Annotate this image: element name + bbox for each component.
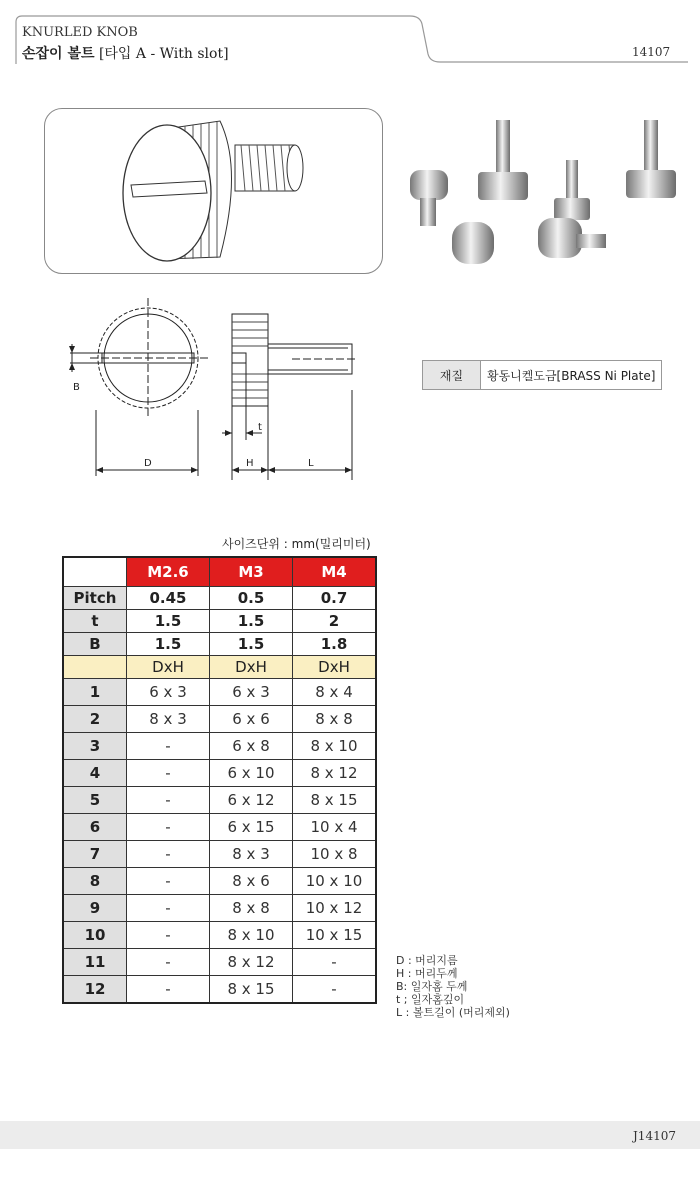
size-row-number: 10 [63,922,127,949]
spec-value: 1.5 [210,633,293,656]
size-cell: 10 x 8 [293,841,377,868]
material-table [422,360,662,390]
dxh-label: DxH [210,656,293,679]
spec-row-pitch [63,587,376,610]
size-cell: 8 x 10 [293,733,377,760]
size-row [63,976,376,1004]
spec-label: t [63,610,127,633]
dxh-row [63,656,376,679]
spec-label: Pitch [63,587,127,610]
legend-item: L : 볼트길이 (머리제외) [396,1006,510,1019]
size-cell: - [127,976,210,1004]
size-cell: - [293,949,377,976]
size-row-number: 11 [63,949,127,976]
product-title-en: KNURLED KNOB [22,25,138,40]
product-drawing-panel [44,108,383,274]
size-row [63,733,376,760]
size-row [63,868,376,895]
dim-label-h: H [246,458,254,469]
size-cell: 8 x 8 [210,895,293,922]
size-cell: 8 x 8 [293,706,377,733]
size-row-number: 8 [63,868,127,895]
size-cell: - [127,949,210,976]
size-row [63,679,376,706]
size-cell: - [127,922,210,949]
spec-value: 1.5 [210,610,293,633]
spec-label: B [63,633,127,656]
product-title-ko [22,43,229,63]
header-m3: M3 [210,557,293,587]
size-cell: - [127,733,210,760]
size-row-number: 1 [63,679,127,706]
dxh-label: DxH [293,656,377,679]
dxh-corner-cell [63,656,127,679]
size-cell: 8 x 4 [293,679,377,706]
size-row [63,841,376,868]
header-m26: M2.6 [127,557,210,587]
size-cell: - [127,841,210,868]
size-cell: - [127,868,210,895]
spec-value: 1.5 [127,633,210,656]
size-row-number: 5 [63,787,127,814]
dim-label-d: D [144,458,152,469]
size-cell: 10 x 15 [293,922,377,949]
product-photo [400,110,690,280]
product-title-ko-type: [타입 A - With slot] [94,46,229,62]
size-table [62,556,377,1004]
dim-label-b: B [73,382,80,393]
size-table-header-row [63,557,376,587]
part-number: 14107 [632,45,671,59]
material-label: 재질 [423,361,481,390]
size-cell: 6 x 3 [210,679,293,706]
size-cell: 8 x 10 [210,922,293,949]
dimension-drawing [52,290,372,490]
header-m4: M4 [293,557,377,587]
size-cell: 10 x 12 [293,895,377,922]
dim-label-t: t [258,422,262,433]
knurled-knob-drawing [45,109,382,273]
size-row [63,922,376,949]
size-cell: 10 x 4 [293,814,377,841]
size-cell: - [127,787,210,814]
spec-value: 0.5 [210,587,293,610]
size-row-number: 12 [63,976,127,1004]
legend-item: B: 일자홈 두께 [396,980,468,993]
header-corner-cell [63,557,127,587]
spec-row-t [63,610,376,633]
size-cell: - [127,895,210,922]
footer-code: J14107 [633,1129,676,1143]
spec-value: 1.5 [127,610,210,633]
size-cell: 6 x 3 [127,679,210,706]
size-cell: 6 x 15 [210,814,293,841]
size-cell: 6 x 8 [210,733,293,760]
spec-row-b [63,633,376,656]
size-row-number: 6 [63,814,127,841]
size-cell: 8 x 15 [210,976,293,1004]
legend-item: t ; 일자홈깊이 [396,993,465,1006]
spec-value: 2 [293,610,377,633]
product-title-ko-bold: 손잡이 볼트 [22,46,95,62]
size-cell: 6 x 6 [210,706,293,733]
size-cell: 8 x 12 [293,760,377,787]
size-row [63,895,376,922]
spec-value: 0.7 [293,587,377,610]
size-row [63,706,376,733]
dxh-label: DxH [127,656,210,679]
size-cell: 8 x 15 [293,787,377,814]
material-value: 황동니켈도금[BRASS Ni Plate] [481,361,662,390]
size-cell: - [127,760,210,787]
size-cell: 6 x 12 [210,787,293,814]
size-row [63,760,376,787]
size-row [63,814,376,841]
legend-item: H : 머리두께 [396,967,458,980]
dim-label-l: L [308,458,314,469]
size-cell: 8 x 3 [127,706,210,733]
size-row-number: 2 [63,706,127,733]
size-cell: 8 x 12 [210,949,293,976]
spec-value: 0.45 [127,587,210,610]
size-cell: - [127,814,210,841]
size-cell: 8 x 3 [210,841,293,868]
size-row-number: 9 [63,895,127,922]
footer-bar [0,1121,700,1149]
size-row-number: 3 [63,733,127,760]
size-row [63,787,376,814]
size-unit-note: 사이즈단위 : mm(밀리미터) [222,537,371,551]
legend-item: D : 머리지름 [396,954,458,967]
size-row-number: 7 [63,841,127,868]
size-cell: - [293,976,377,1004]
size-row-number: 4 [63,760,127,787]
size-cell: 10 x 10 [293,868,377,895]
size-cell: 6 x 10 [210,760,293,787]
size-row [63,949,376,976]
dimension-legend [396,954,510,1019]
spec-value: 1.8 [293,633,377,656]
size-cell: 8 x 6 [210,868,293,895]
